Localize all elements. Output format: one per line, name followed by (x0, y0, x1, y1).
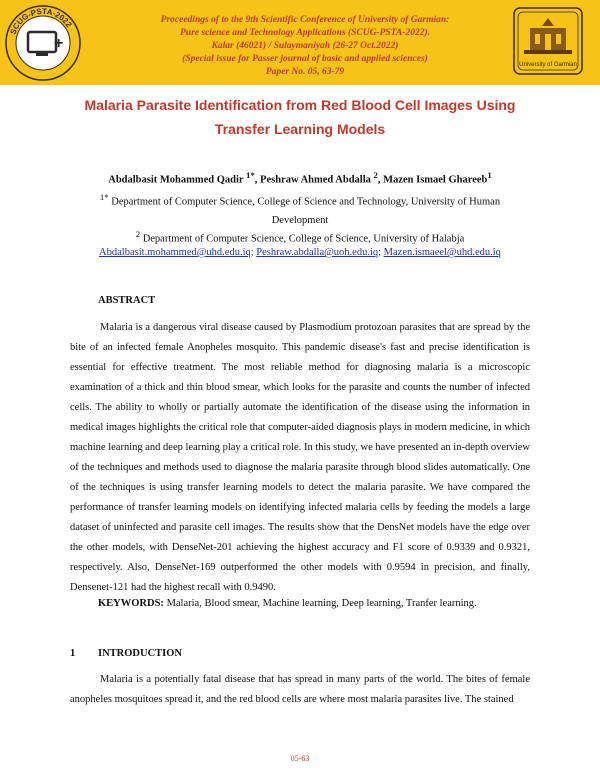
introduction-heading: INTRODUCTION (98, 648, 183, 659)
title-line: Transfer Learning Models (214, 121, 386, 137)
affiliation-2 (80, 225, 520, 249)
banner-line: (Special issue for Passer journal of basic and applied sciences) (182, 54, 428, 64)
university-logo-icon (508, 4, 588, 80)
abstract-body (70, 318, 530, 598)
keywords-label: KEYWORDS: (98, 598, 164, 609)
conference-banner (0, 0, 600, 85)
author-sup: 1 (487, 170, 492, 180)
introduction-body (70, 670, 530, 710)
banner-line: Kalar (46021) / Sulaymaniyah (26-27 Oct.2022) (211, 41, 399, 51)
abstract-text: Malaria is a dangerous viral disease caused by Plasmodium protozoan parasites that are spread by the bite of an infected female Anopheles mosquito. This pandemic disease's fast and precise identification is essential for effective treatment. The most reliable method for diagnosing malaria is a microscopic examination of a thick and thin blood smear, which looks for the parasite and counts the number of infected cells. The ability to wholly or partially automate the identification of the disease using the information in medical images highlights the critical role that computer-aided diagnosis plays in modern medicine, in which machine learning and deep learning play a critical role. In this study, we have presented an in-depth overview of the techniques and methods used to diagnose the malaria parasite through blood slides automatically. One of the techniques is using transfer learning models to detect the malaria parasite. We have compared the performance of transfer learning models on identifying infected malaria cells by feeding the models a large dataset of uninfected and parasite cell images. The results show that the DensNet models have the edge over the other models, with DenseNet-201 achieving the highest accuracy and F1 score of 0.9339 and 0.9321, respectively. Also, DenseNet-169 outperformed the other models with 0.9594 in precision, and finally, Densenet-121 had the highest recall with 0.9490. (70, 322, 530, 593)
author-name: , Peshraw Ahmed Abdalla (254, 174, 374, 186)
paper-title (40, 93, 560, 141)
logo-right-text: University of Garmian (519, 62, 577, 68)
banner-line: Pure science and Technology Applications (SCUG-PSTA-2022). (180, 28, 430, 38)
affiliation-sup: 2 (135, 229, 141, 239)
conference-logo-icon (4, 4, 82, 82)
email-link[interactable]: Abdalbasit.mohammed@uhd.edu.iq (99, 247, 251, 258)
keywords-text: Malaria, Blood smear, Machine learning, Deep learning, Tranfer learning. (163, 598, 477, 609)
svg-text:+: + (54, 35, 64, 52)
section-number: 1 (70, 648, 76, 659)
author-sup: 2 (373, 170, 378, 180)
email-separator: ; (378, 247, 384, 258)
affiliation-text: Department of Computer Science, College of Science and Technology, University of Human Development (111, 196, 501, 226)
author-list (40, 170, 560, 186)
author-name: Abdalbasit Mohammed Qadir (108, 174, 247, 186)
banner-line: Proceedings of to the 9th Scientific Conference of University of Garmian: (160, 15, 450, 25)
affiliation-text: Department of Computer Science, College of Science, University of Halabja (142, 233, 465, 245)
email-link[interactable]: Peshraw.abdalla@uoh.edu.iq (256, 247, 379, 258)
logo-left-text: SCUG-PSTA-2022 (8, 6, 74, 36)
banner-line: Paper No. 05, 63-79 (265, 67, 345, 77)
email-list (60, 247, 540, 258)
abstract-heading: ABSTRACT (98, 295, 156, 306)
email-separator: ; (250, 247, 257, 258)
author-sup: 1* (246, 170, 255, 180)
introduction-text: Malaria is a potentially fatal disease that has spread in many parts of the world. The bites of female anopheles mosquitoes spread it, and the red blood cells are where most malaria parasites live. The stained (70, 674, 530, 705)
banner-text (120, 14, 490, 79)
email-link[interactable]: Mazen.ismaeel@uhd.edu.iq (383, 247, 501, 258)
keywords (98, 598, 538, 609)
affiliation-1 (80, 188, 520, 230)
page-number: 05-63 (290, 754, 310, 763)
affiliation-sup: 1* (99, 192, 109, 202)
title-line: Malaria Parasite Identification from Red Blood Cell Images Using (84, 97, 516, 113)
author-name: , Mazen Ismael Ghareeb (377, 174, 488, 186)
